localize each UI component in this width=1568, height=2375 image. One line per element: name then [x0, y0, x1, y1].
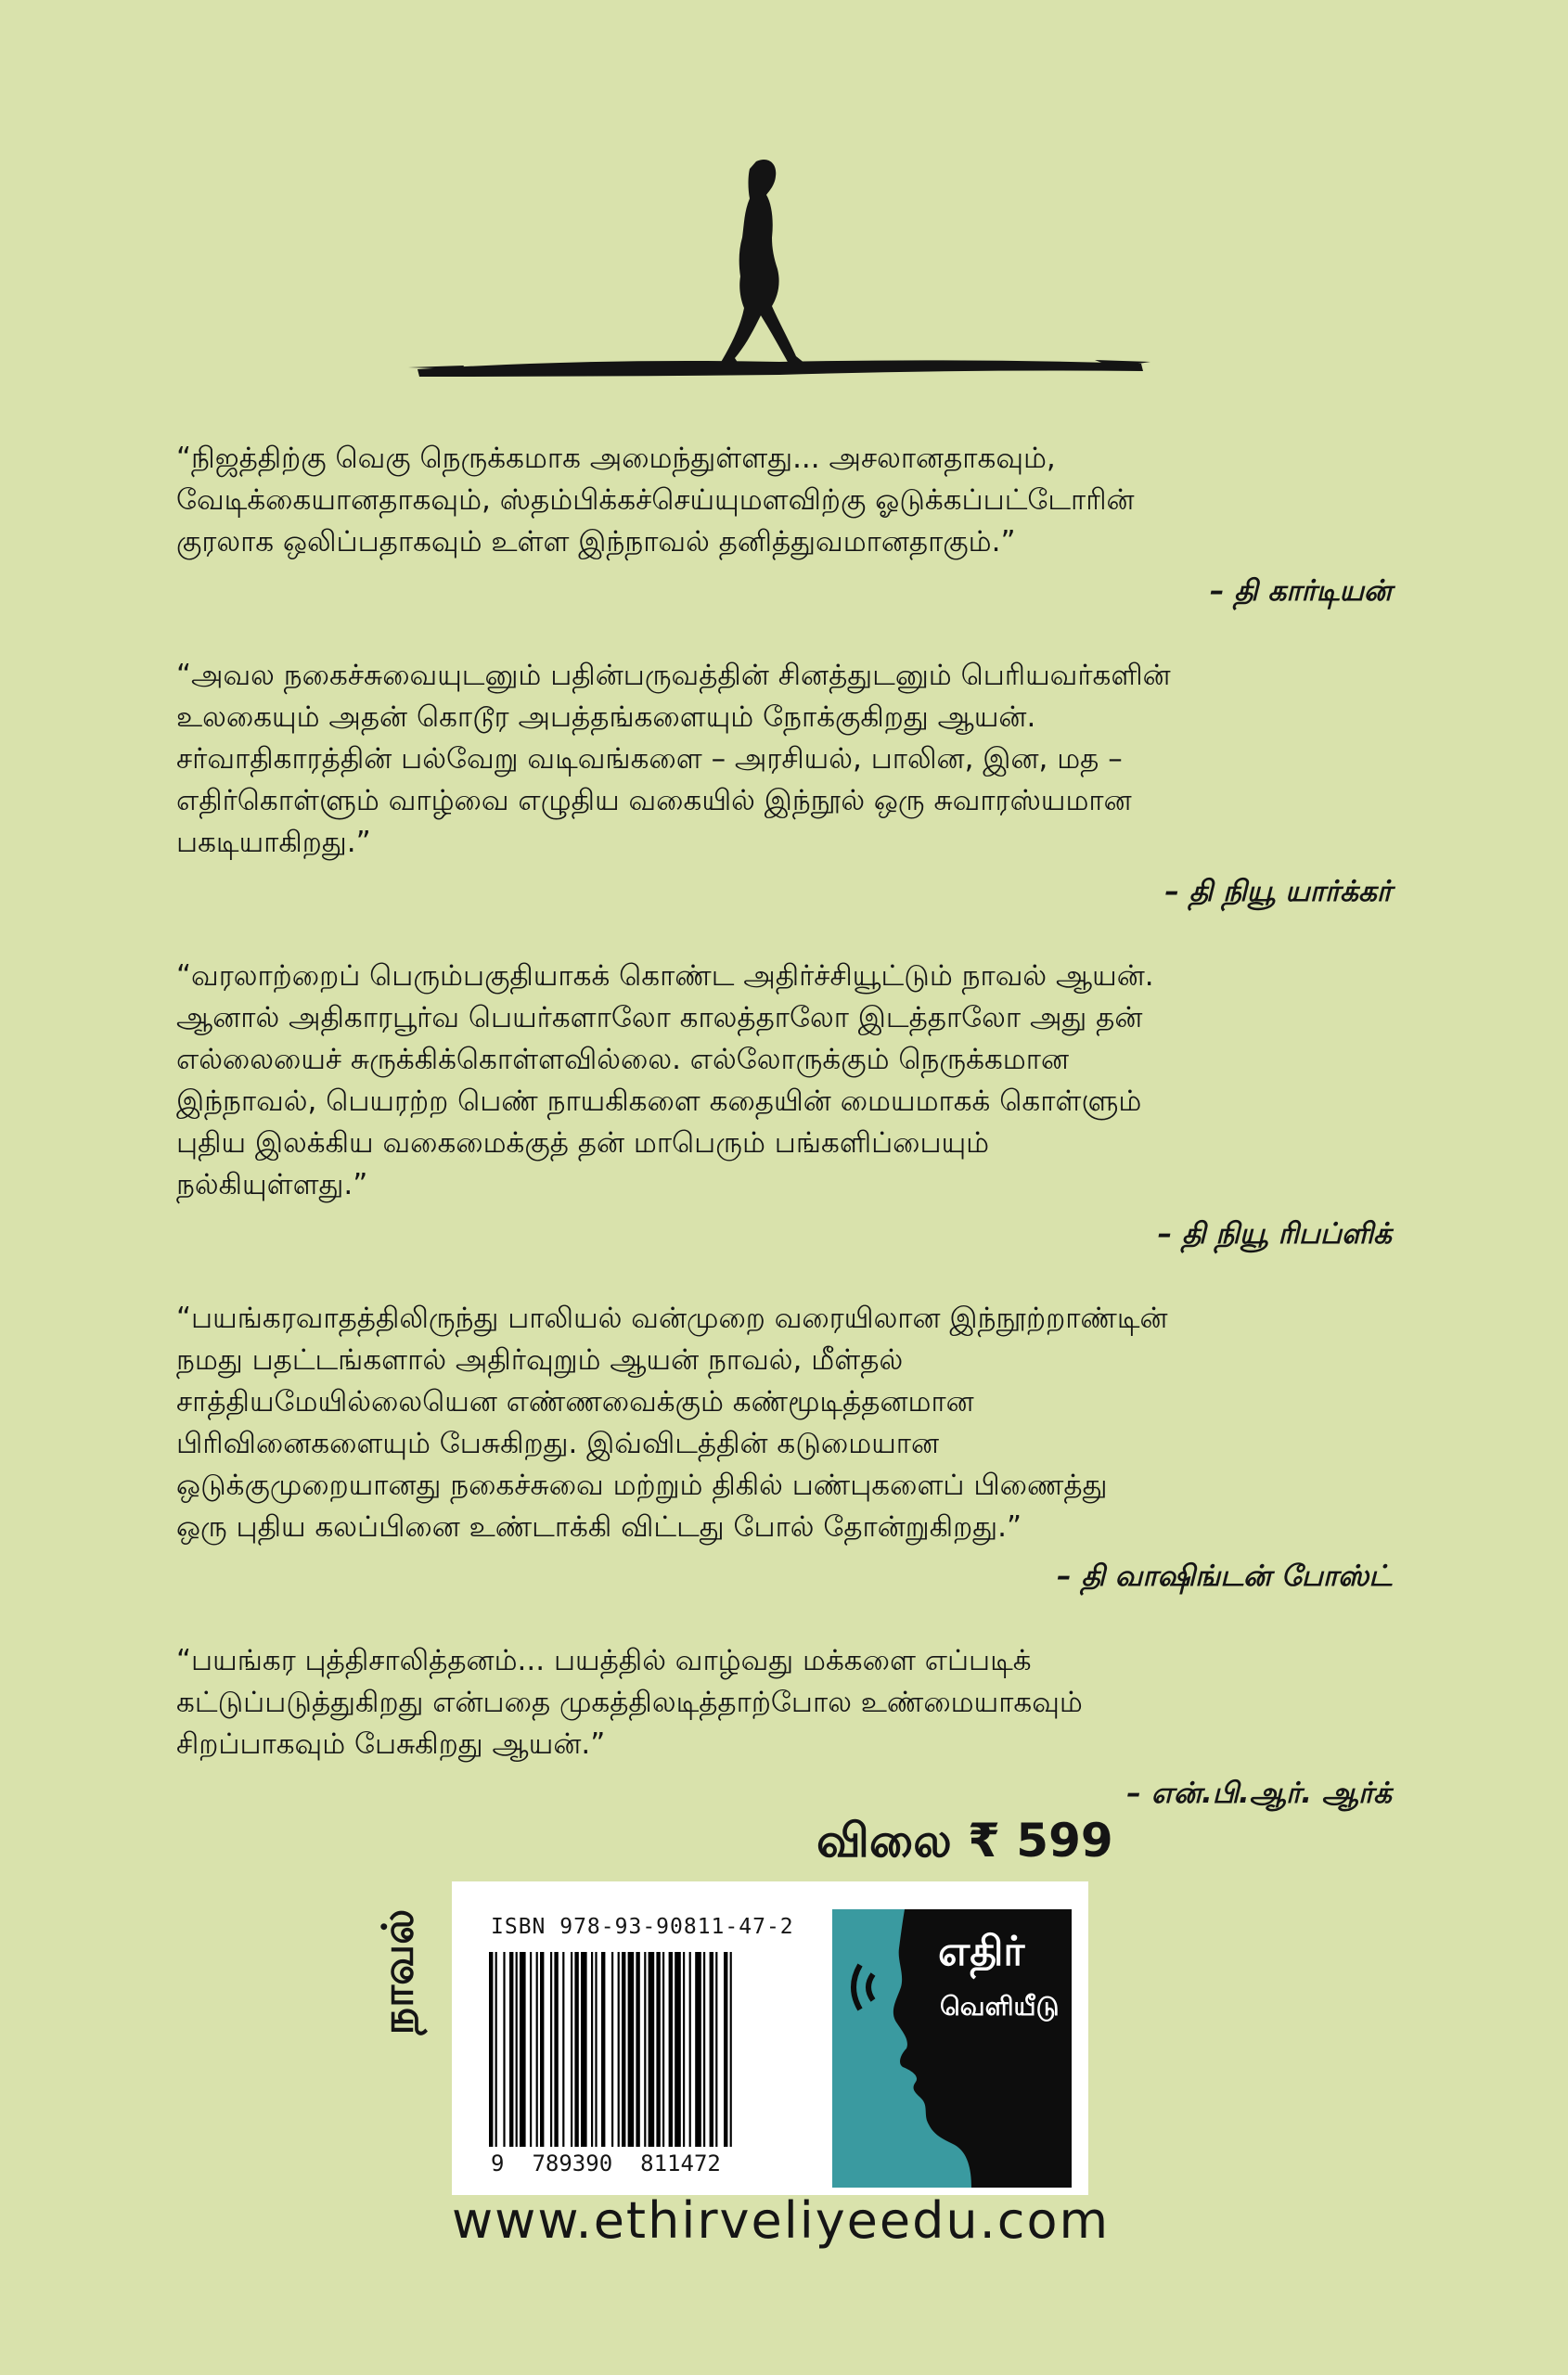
barcode-digit-right: 811472 — [640, 2150, 721, 2176]
publisher-subtitle: வெளியீடு — [940, 1991, 1060, 2022]
quote-new-republic — [176, 956, 1392, 1255]
quote-source: – தி நியூ யார்க்கர் — [1164, 875, 1392, 908]
barcode-digit-prefix: 9 — [491, 2150, 505, 2176]
quote-guardian — [176, 438, 1392, 612]
genre-label — [364, 1883, 438, 2060]
barcode-panel — [452, 1881, 1088, 2195]
review-quotes — [176, 438, 1392, 1857]
website-url: www.ethirveliyeedu.com — [452, 2191, 1111, 2250]
quote-source: – தி நியூ ரிபப்ளிக் — [1157, 1217, 1392, 1251]
quote-npr — [176, 1640, 1392, 1815]
walking-woman-silhouette-icon — [408, 148, 1150, 390]
quote-text: “அவல நகைச்சுவையுடனும் பதின்பருவத்தின் சினத்துடனும் பெரியவர்களின் உலகையும் அதன் கொடூர அபத்தங்களையும் நோக்குகிறது ஆயன். சர்வாதிகாரத்தின் பல்வேறு வடிவங்களை – அரசியல், பாலின, இன, மத – எதிர்கொள்ளும் வாழ்வை எழுதிய வகையில் இந்நூல் ஒரு சுவாரஸ்யமான பகடியாகிறது.” — [176, 659, 1171, 859]
quote-source: – என்.பி.ஆர். ஆர்க் — [1126, 1777, 1392, 1810]
quote-text: “வரலாற்றைப் பெரும்பகுதியாகக் கொண்ட அதிர்ச்சியூட்டும் நாவல் ஆயன். ஆனால் அதிகாரபூர்வ பெயர்களாலோ காலத்தாலோ இடத்தாலோ அது தன் எல்லையைச் சுருக்கிக்கொள்ளவில்லை. எல்லோருக்கும் நெருக்கமான இந்நாவல், பெயரற்ற பெண் நாயகிகளை கதையின் மையமாகக் கொள்ளும் புதிய இலக்கிய வகைமைக்குத் தன் மாபெரும் பங்களிப்பையும் நல்கியுள்ளது.” — [176, 959, 1154, 1201]
quote-text: “நிஜத்திற்கு வெகு நெருக்கமாக அமைந்துள்ளது... அசலானதாகவும், வேடிக்கையானதாகவும், ஸ்தம்பிக்கச்செய்யுமளவிற்கு ஓடுக்கப்பட்டோரின் குரலாக ஒலிப்பதாகவும் உள்ள இந்நாவல் தனித்துவமானதாகும்.” — [176, 442, 1135, 558]
price-label: விலை ₹ 599 — [816, 1814, 1113, 1868]
publisher-name: எதிர் — [938, 1928, 1025, 1975]
quote-new-yorker — [176, 655, 1392, 913]
barcode-icon — [489, 1952, 842, 2147]
genre-text: நாவல் — [372, 1908, 423, 2035]
quote-source: – தி கார்டியன் — [1209, 574, 1392, 608]
quote-source: – தி வாஷிங்டன் போஸ்ட் — [1057, 1560, 1392, 1593]
quote-text: “பயங்கர புத்திசாலித்தனம்... பயத்தில் வாழ்வது மக்களை எப்படிக் கட்டுப்படுத்துகிறது என்பதை முகத்திலடித்தாற்போல உண்மையாகவும் சிறப்பாகவும் பேசுகிறது ஆயன்.” — [176, 1644, 1083, 1761]
barcode-digits — [491, 2150, 843, 2176]
quote-washington-post — [176, 1298, 1392, 1598]
quote-text: “பயங்கரவாதத்திலிருந்து பாலியல் வன்முறை வரையிலான இந்நூற்றாண்டின் நமது பதட்டங்களால் அதிர்வுறும் ஆயன் நாவல், மீள்தல் சாத்தியமேயில்லையென எண்ணவைக்கும் கண்மூடித்தனமான பிரிவினைகளையும் பேசுகிறது. இவ்விடத்தின் கடுமையான ஒடுக்குமுறையானது நகைச்சுவை மற்றும் திகில் பண்புகளைப் பிணைத்து ஒரு புதிய கலப்பினை உண்டாக்கி விட்டது போல் தோன்றுகிறது.” — [176, 1302, 1168, 1544]
barcode-digit-left: 789390 — [532, 2150, 613, 2176]
isbn-text: ISBN 978-93-90811-47-2 — [491, 1915, 794, 1939]
